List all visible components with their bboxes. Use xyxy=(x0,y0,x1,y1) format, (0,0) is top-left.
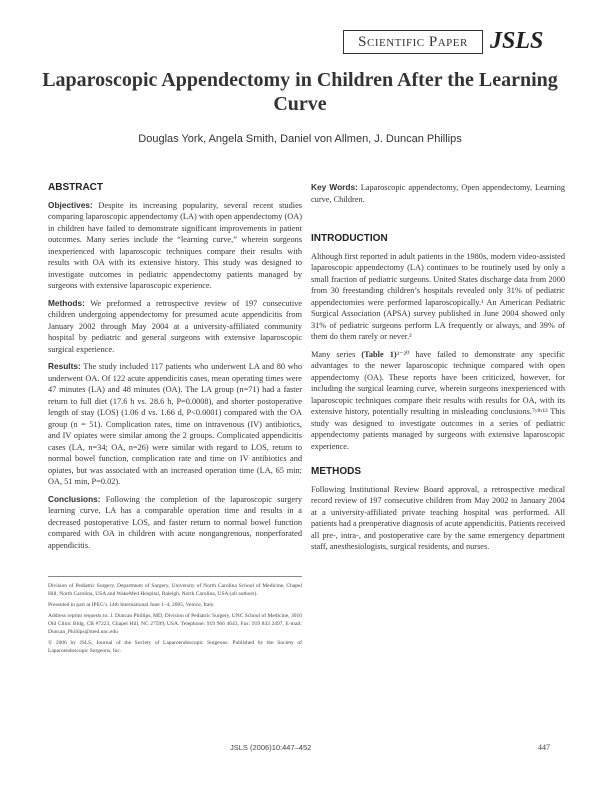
methods-heading: METHODS xyxy=(311,466,361,477)
keywords-label: Key Words: xyxy=(311,182,358,192)
introduction-para-2 xyxy=(311,349,565,453)
intro-para2-rest: ³⁻²⁰ have failed to demonstrate any specific advantages to the newer laparoscopic technique compared with open appendectomy (OA). These reports have been criticized, however, for including the surgical learning curve, wherein surgeons inexperienced with laparoscopic techniques compare their results with results for OA, with its extensive history, potentially resulting in misleading conclusions.⁷ʸ⁸ʸ¹³ This study was designed to investigate outcomes in a series of pediatric appendectomy patients managed by surgeons with extensive laparoscopic experience. xyxy=(311,349,565,451)
results-label: Results: xyxy=(48,361,81,371)
abstract-methods xyxy=(48,298,302,356)
conclusions-text: Following the completion of the laparoscopic surgery learning curve, LA has a comparable operation time and results in a decreased postoperative LOS, and faster return to normal bowel function compared with OA in children with acute nongangrenous, nonperforated appendicitis. xyxy=(48,494,303,550)
abstract-results xyxy=(48,361,302,488)
footnote-presented: Presented in part at IPEG’s 14th International June 1–4, 2005, Venice, Italy. xyxy=(48,602,215,608)
table-1-reference[interactable]: (Table 1) xyxy=(361,349,397,359)
footnotes xyxy=(48,582,302,658)
journal-logo: JSLS xyxy=(490,28,544,54)
introduction-heading: INTRODUCTION xyxy=(311,233,388,244)
abstract-conclusions-start xyxy=(48,494,302,552)
objectives-text: Despite its increasing popularity, several recent studies comparing laparoscopic appendectomy (LA) with open appendectomy (OA) in children have failed to demonstrate significant improvements in patient outcomes. Many series include the “learning curve,” wherein surgeons inexperienced with laparoscopic techniques compare their results with results with OA with its extensive history. This study was designed to investigate outcomes in pediatric appendectomy patients managed by surgeons with extensive laparoscopic experience. xyxy=(48,200,302,290)
results-text: The study included 117 patients who underwent LA and 80 who underwent OA. Of 122 acute appendicitis cases, mean operating times were 47 minutes (LA) and 48 minutes (OA). The LA group (n=71) had a faster return to full diet (17.6 h vs. 28.6 h, P=0.0008), and shorter postoperative length of stay (LOS) (1.06 d vs. 1.66 d, P<0.0001) compared with the OA group (n = 51). Complication rates, time on intravenous (IV) antibiotics, and IV opiates were similar among the 2 groups. Complicated appendicitis cases (LA, n=34; OA, n=26) were similar with regard to LOS, return to normal bowel function, complication rate and time on IV antibiotics and opiates, but was associated with an increased operation time (LA, 65 min; OA, 51 min, P=0.02). xyxy=(48,362,302,486)
keywords-text: Laparoscopic appendectomy, Open appendectomy, Learning curve, Children. xyxy=(311,183,566,204)
abstract-heading: ABSTRACT xyxy=(48,182,103,193)
methods-para-1: Following Institutional Review Board approval, a retrospective medical record review of 197 consecutive children from May 2002 to January 2004 at a university-affiliated private teaching hospital was performed. All patients had a preoperative diagnosis of acute appendicitis. Patients received all pre-, intra-, and postoperative care by the same emergency department staff, anesthesiologists, surgical residents, and nurses. xyxy=(311,484,565,551)
introduction-para-1: Although first reported in adult patients in the 1980s, modern video-assisted laparoscopic appendectomy (LA) continues to be routinely used by only a small fraction of pediatric surgeons. United States discharge data from 2000 from 30 freestanding children’s hospitals revealed only 31% of pediatric appendectomies were performed laparoscopically.¹ An American Pediatric Surgical Association (APSA) survey published in June 2004 showed only 31% of pediatric surgeons perform LA frequently or always, and 39% of them do them rarely or never.² xyxy=(311,251,565,341)
footnote-copyright: © 2006 by JSLS, Journal of the Society of Laparoendoscopic Surgeons. Published by the Society of Laparoendoscopic Surgeons, Inc. xyxy=(48,640,302,654)
objectives-label: Objectives: xyxy=(48,199,93,210)
page-number: 447 xyxy=(538,743,550,752)
left-column xyxy=(48,182,302,557)
author-list: Douglas York, Angela Smith, Daniel von Allmen, J. Duncan Phillips xyxy=(138,133,462,145)
right-column xyxy=(311,182,565,559)
introduction-section xyxy=(311,233,565,452)
footnote-address: Address reprint requests to: J. Duncan Phillips, MD, Division of Pediatric Surgery, UNC School of Medicine, 3010 Old Clinic Bldg, CB #7223, Chapel Hill, NC 27599, USA. Telephone: 919 966 4643, Fax: 919 843 2497, E-mail: Duncan_Phillips@med.unc.edu xyxy=(48,613,302,635)
methods-section xyxy=(311,466,565,553)
footnote-divider xyxy=(48,576,302,577)
conclusions-label: Conclusions: xyxy=(48,493,101,504)
abstract-keywords xyxy=(311,182,565,205)
footer-citation: JSLS (2006)10:447–452 xyxy=(230,743,312,752)
section-label: Scientific Paper xyxy=(343,30,483,54)
footnote-affiliation: Division of Pediatric Surgery, Department of Surgery, University of North Carolina School of Medicine, Chapel Hill, North Carolina, USA and WakeMed Hospital, Raleigh, North Carolina, USA (all authors). xyxy=(48,583,302,597)
abstract-objectives xyxy=(48,200,302,292)
methods-text: We preformed a retrospective review of 197 consecutive children undergoing appendectomy for presumed acute appendicitis from January 2002 through May 2004 at a university-affiliated community hospital by pediatric and general surgeons with extensive laparoscopic surgical experience. xyxy=(48,298,302,354)
methods-label: Methods: xyxy=(48,297,85,308)
article-title: Laparoscopic Appendectomy in Children After the Learning Curve xyxy=(42,69,558,115)
intro-para2-start: Many series xyxy=(311,349,356,359)
